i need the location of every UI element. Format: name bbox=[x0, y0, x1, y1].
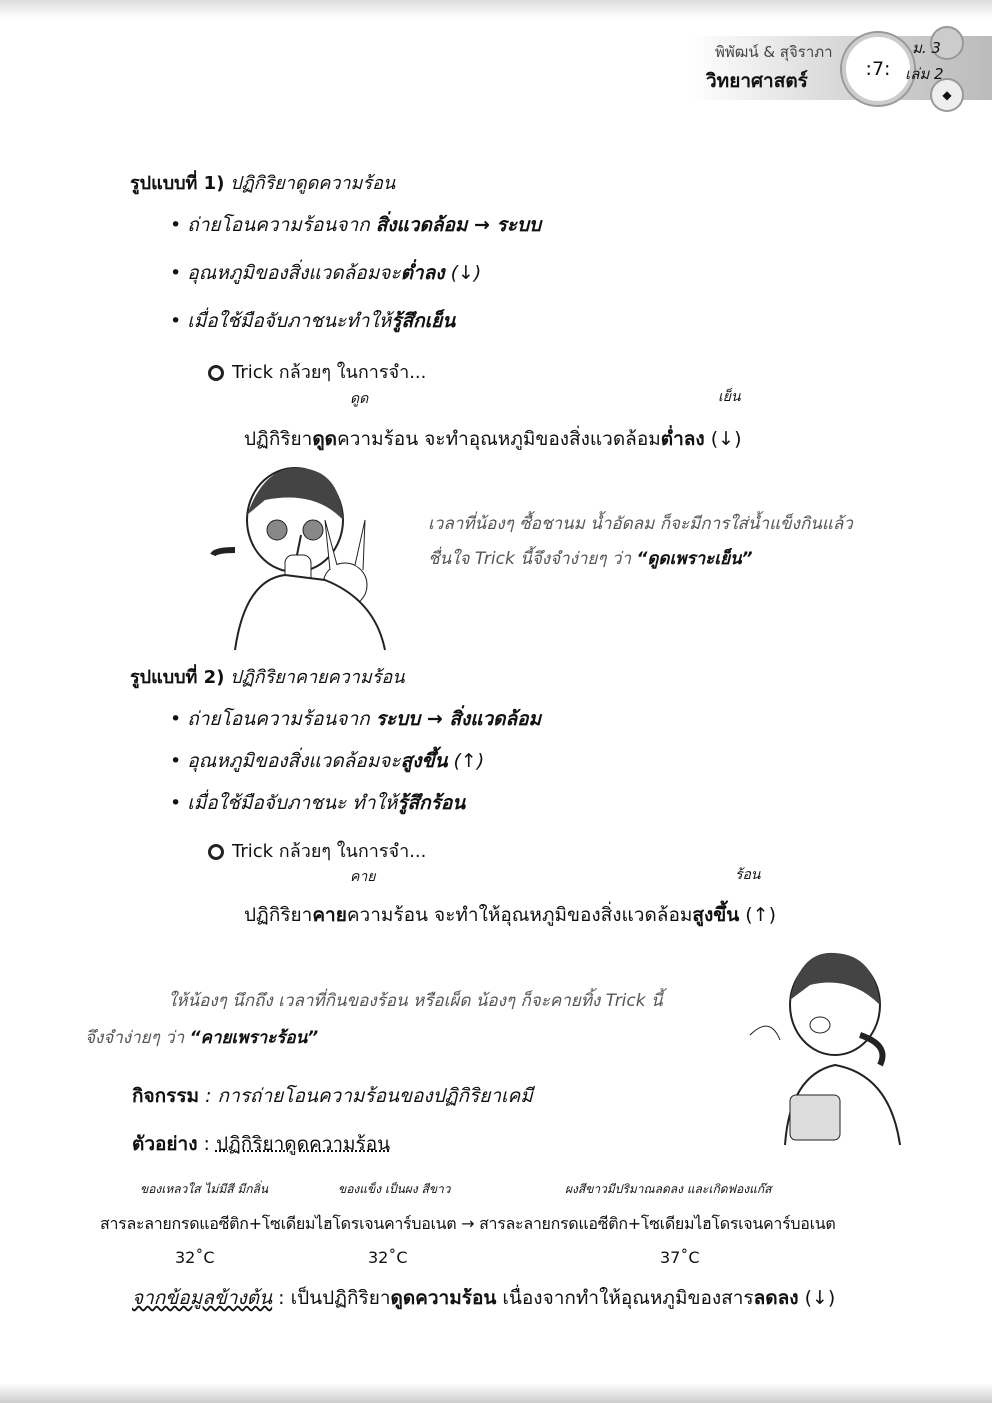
caption-bold: “ดูดเพราะเย็น” bbox=[636, 549, 753, 569]
bullet-arrow: (↑) bbox=[447, 750, 485, 772]
activity-line bbox=[132, 1081, 533, 1111]
girl-drinking-illustration bbox=[205, 460, 405, 660]
caption-bold: “คายเพราะร้อน” bbox=[189, 1028, 319, 1048]
annotation-hot: ร้อน bbox=[735, 867, 761, 883]
conclusion-label: จากข้อมูลข้างต้น bbox=[132, 1287, 273, 1309]
section1-number: รูปแบบที่ 1) bbox=[130, 173, 225, 194]
conclusion-arrow: (↓) bbox=[798, 1287, 836, 1309]
bottom-shadow bbox=[0, 1383, 992, 1403]
bullet-bold: รู้สึกเย็น bbox=[391, 310, 456, 332]
section1-bullet bbox=[170, 210, 541, 240]
bullet-text: ถ่ายโอนความร้อนจาก bbox=[187, 708, 376, 730]
bullet-bold: สิ่งแวดล้อม → ระบบ bbox=[375, 214, 542, 236]
activity-text: : การถ่ายโอนความร้อนของปฏิกิริยาเคมี bbox=[199, 1085, 533, 1107]
annotation-solid: ของแข็ง เป็นผง สีขาว bbox=[338, 1182, 451, 1196]
rule-arrow: (↓) bbox=[704, 428, 742, 450]
bullet-text: อุณหภูมิของสิ่งแวดล้อมจะ bbox=[187, 262, 401, 284]
section1-title bbox=[130, 168, 395, 197]
conclusion-text: : เป็นปฏิกิริยา bbox=[272, 1287, 391, 1309]
section2-caption-line2 bbox=[85, 1024, 318, 1051]
section2-bullet bbox=[170, 746, 484, 776]
page-number: :7: bbox=[842, 33, 914, 105]
annotation-cold: เย็น bbox=[718, 389, 741, 405]
section1-caption-line2 bbox=[428, 545, 753, 572]
bullet-text: ถ่ายโอนความร้อนจาก bbox=[187, 214, 376, 236]
example-separator: : bbox=[197, 1133, 216, 1155]
rule-arrow: (↑) bbox=[739, 904, 777, 926]
section1-caption-line1: เวลาที่น้องๆ ซื้อชานม น้ำอัดลม ก็จะมีการใส่น้ำแข็งกินแล้ว bbox=[428, 514, 853, 534]
girl-eating-hot-food-illustration bbox=[740, 945, 920, 1145]
chemical-equation: สารละลายกรดแอซีติก+โซเดียมไฮโดรเจนคาร์บอเนต → สารละลายกรดแอซีติก+โซเดียมไฮโดรเจนคาร์บอเนต bbox=[100, 1214, 836, 1233]
rule-bold: สูงขึ้น bbox=[692, 904, 740, 926]
header-volume: เล่ม 2 bbox=[905, 65, 944, 83]
section2-bullet bbox=[170, 704, 541, 734]
annotation-release: คาย bbox=[350, 869, 376, 885]
section1-rule bbox=[244, 424, 742, 454]
trick-bullet-icon bbox=[208, 844, 224, 860]
bullet-text: เมื่อใช้มือจับภาชนะทำให้ bbox=[187, 310, 392, 332]
section1-bullet bbox=[170, 306, 455, 336]
rule-bold: คาย bbox=[312, 904, 347, 926]
rule-text: ปฏิกิริยา bbox=[244, 904, 313, 926]
conclusion-text: เนื่องจากทำให้อุณหภูมิของสาร bbox=[496, 1287, 754, 1309]
bullet-text: เมื่อใช้มือจับภาชนะ ทำให้ bbox=[187, 792, 398, 814]
bullet-bold: รู้สึกร้อน bbox=[397, 792, 466, 814]
rule-text: ความร้อน จะทำให้อุณหภูมิของสิ่งแวดล้อม bbox=[346, 904, 693, 926]
bullet-bold: ระบบ → สิ่งแวดล้อม bbox=[375, 708, 542, 730]
section2-trick bbox=[208, 836, 426, 865]
temperature-reactant-1: 32˚C bbox=[175, 1248, 215, 1267]
section2-title bbox=[130, 662, 405, 691]
conclusion-bold: ดูดความร้อน bbox=[390, 1287, 497, 1309]
top-shadow bbox=[0, 0, 992, 18]
conclusion-bold: ลดลง bbox=[753, 1287, 799, 1309]
section1-bullet bbox=[170, 258, 481, 288]
annotation-products: ผงสีขาวมีปริมาณลดลง และเกิดฟองแก๊ส bbox=[565, 1182, 772, 1196]
example-line bbox=[132, 1129, 390, 1159]
section2-heading: ปฏิกิริยาคายความร้อน bbox=[230, 667, 405, 688]
trick-bullet-icon bbox=[208, 365, 224, 381]
header-subject: วิทยาศาสตร์ bbox=[706, 70, 808, 92]
section2-number: รูปแบบที่ 2) bbox=[130, 667, 225, 688]
activity-label: กิจกรรม bbox=[132, 1085, 200, 1107]
trick-label: Trick กล้วยๆ ในการจำ... bbox=[232, 362, 427, 383]
header-grade: ม. 3 bbox=[912, 39, 941, 57]
section1-trick bbox=[208, 357, 426, 386]
section1-heading: ปฏิกิริยาดูดความร้อน bbox=[230, 173, 396, 194]
caption-text: ชื่นใจ Trick นี้จึงจำง่ายๆ ว่า bbox=[428, 549, 637, 569]
annotation-liquid: ของเหลวใส ไม่มีสี มีกลิ่น bbox=[140, 1182, 269, 1196]
diamond-icon: ◆ bbox=[930, 78, 964, 112]
rule-text: ความร้อน จะทำอุณหภูมิของสิ่งแวดล้อม bbox=[337, 428, 661, 450]
header-authors: พิพัฒน์ & สุจิราภา bbox=[715, 43, 833, 61]
rule-bold: ดูด bbox=[312, 428, 338, 450]
rule-bold: ต่ำลง bbox=[660, 428, 705, 450]
trick-label: Trick กล้วยๆ ในการจำ... bbox=[232, 841, 427, 862]
conclusion-line bbox=[132, 1283, 835, 1313]
section2-bullet bbox=[170, 788, 465, 818]
annotation-absorb: ดูด bbox=[350, 391, 369, 407]
bullet-bold: ต่ำลง bbox=[400, 262, 445, 284]
example-label: ตัวอย่าง bbox=[132, 1133, 198, 1155]
temperature-reactant-2: 32˚C bbox=[368, 1248, 408, 1267]
temperature-product: 37˚C bbox=[660, 1248, 700, 1267]
section2-caption-line1: ให้น้องๆ นึกถึง เวลาที่กินของร้อน หรือเผ็ด น้องๆ ก็จะคายทิ้ง Trick นี้ bbox=[168, 991, 663, 1011]
section2-rule bbox=[244, 900, 776, 930]
example-text: ปฏิกิริยาดูดความร้อน bbox=[215, 1133, 391, 1155]
caption-text: จึงจำง่ายๆ ว่า bbox=[85, 1028, 190, 1048]
rule-text: ปฏิกิริยา bbox=[244, 428, 313, 450]
bullet-bold: สูงขึ้น bbox=[400, 750, 448, 772]
bullet-arrow: (↓) bbox=[444, 262, 482, 284]
bullet-text: อุณหภูมิของสิ่งแวดล้อมจะ bbox=[187, 750, 401, 772]
